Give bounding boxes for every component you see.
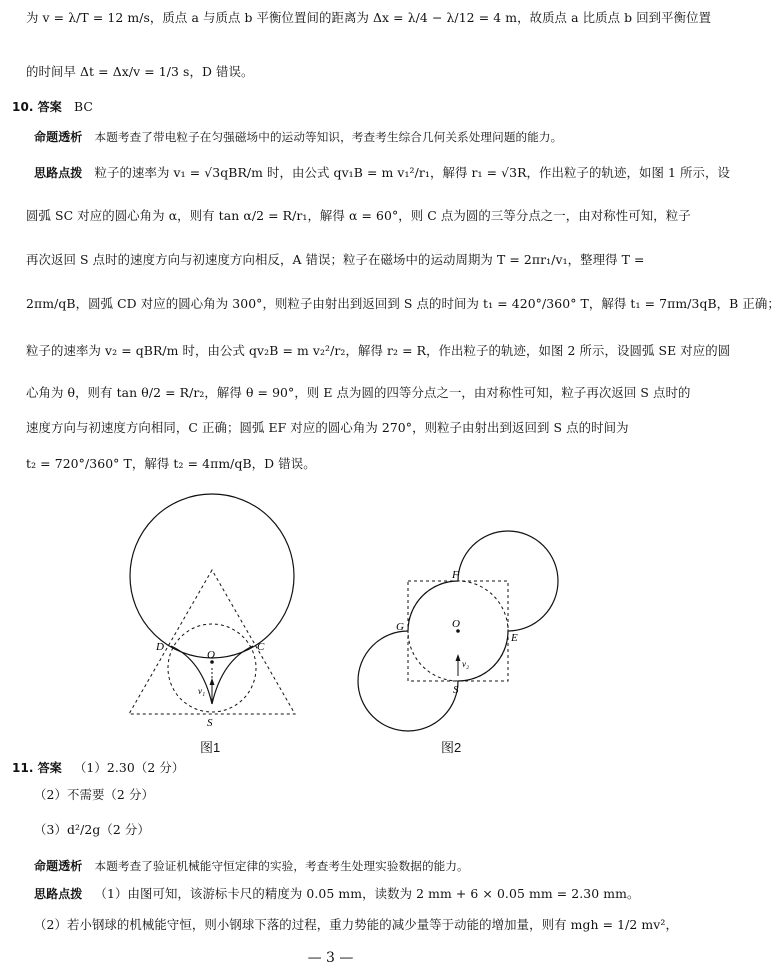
q10-hint-label: 思路点拨 [34,166,83,180]
q10-hint-line-8: t₂ = 720°/360° T，解得 t₂ = 4πm/qB，D 错误。 [26,456,316,471]
page-number: — 3 — [307,950,354,966]
figure-2-caption: 图2 [441,740,462,755]
text-line-1: 为 v = λ/T = 12 m/s，质点 a 与质点 b 平衡位置间的距离为 Δx = λ/4 − λ/12 = 4 m，故质点 a 比质点 b 回到平衡位置 [26,10,712,25]
fig1-label-s: S [207,717,213,729]
q11-answer-1: （1）2.30（2 分） [73,760,185,775]
q11-hint-label: 思路点拨 [34,887,83,901]
q11-analysis-label: 命题透析 [34,859,83,873]
fig2-label-g: G [396,621,404,633]
fig2-label-s: S [453,684,459,696]
q11-answer-line [12,758,643,778]
fig1-label-o: O [207,649,215,661]
q10-hint-line-2: 圆弧 SC 对应的圆心角为 α，则有 tan α/2 = R/r₁，解得 α = 60°，则 C 点为圆的三等分点之一，由对称性可知，粒子 [26,208,691,223]
fig1-label-c: C [257,641,265,653]
fig2-lower-right-arc [458,631,508,681]
q10-hint-line-6: 心角为 θ，则有 tan θ/2 = R/r₂，解得 θ = 90°，则 E 点为圆的四等分点之一，由对称性可知，粒子再次返回 S 点时的 [26,385,691,400]
fig1-large-circle [130,494,294,658]
fig2-label-f: F [452,569,459,581]
q10-hint-line-3: 再次返回 S 点时的速度方向与初速度方向相反，A 错误；粒子在磁场中的运动周期为 T = 2πr₁/v₁，整理得 T = [26,252,645,267]
q10-analysis-text: 本题考查了带电粒子在匀强磁场中的运动等知识，考查考生综合几何关系处理问题的能力。 [94,130,563,144]
q11-hint-line-2: （2）若小钢球的机械能守恒，则小钢球下落的过程，重力势能的减少量等于动能的增加量，则有 mgh = 1/2 mv²， [34,917,678,932]
fig2-label-e: E [511,632,518,644]
q11-analysis-text: 本题考查了验证机械能守恒定律的实验，考查考生处理实验数据的能力。 [94,859,469,873]
q10-analysis-label: 命题透析 [34,130,83,144]
q11-analysis-line [34,856,643,876]
q10-answer-line [12,97,643,117]
q11-hint-text-1: （1）由图可知，该游标卡尺的精度为 0.05 mm，读数为 2 mm + 6 × 0.05 mm = 2.30 mm。 [94,886,640,901]
q11-answer-3: （3）d²/2g（2 分） [34,822,150,837]
q10-answer: BC [73,99,93,114]
figure-1-caption: 图1 [200,740,221,755]
text-line-2: 的时间早 Δt = Δx/v = 1/3 s，D 错误。 [26,64,254,79]
q10-hint-line-4: 2πm/qB，圆弧 CD 对应的圆心角为 300°，则粒子由射出到返回到 S 点的时间为 t₁ = 420°/360° T，解得 t₁ = 7πm/3qB，B 正确； [26,296,780,311]
q11-hint-line-1 [34,884,643,904]
fig2-label-v2: v₂ [462,659,470,669]
fig1-label-d: D [156,641,164,653]
fig1-label-v1: v₁ [198,686,206,696]
fig2-label-o: O [452,618,460,630]
fig2-upper-left-arc [408,581,458,631]
q10-hint-text-1: 粒子的速率为 v₁ = √3qBR/m 时，由公式 qv₁B = m v₁²/r₁，解得 r₁ = √3R，作出粒子的轨迹，如图 1 所示，设 [94,165,730,180]
q10-number: 10. [12,100,34,114]
figure-1 [120,492,310,734]
q10-answer-label: 答案 [37,100,62,114]
q11-answer-2: （2）不需要（2 分） [34,787,154,802]
q10-hint-line-5: 粒子的速率为 v₂ = qBR/m 时，由公式 qv₂B = m v₂²/r₂，解得 r₂ = R，作出粒子的轨迹，如图 2 所示，设圆弧 SE 对应的圆 [26,343,731,358]
q11-number: 11. [12,761,34,775]
fig1-right-arc [212,646,253,704]
q10-analysis-line [34,127,643,147]
figure-2 [358,534,558,732]
q10-hint-line-7: 速度方向与初速度方向相同，C 正确；圆弧 EF 对应的圆心角为 270°，则粒子由射出到返回到 S 点的时间为 [26,420,629,435]
q10-hint-line-1 [34,163,730,183]
q11-answer-label: 答案 [37,761,62,775]
